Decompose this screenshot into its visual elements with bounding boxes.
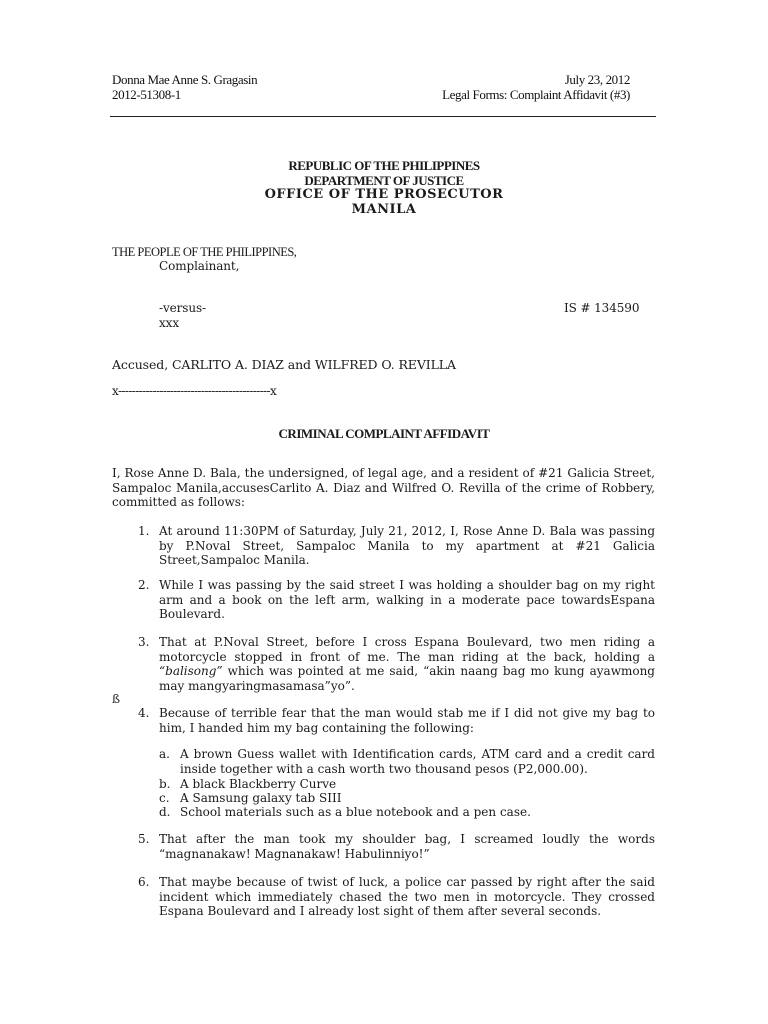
intro-line: committed as follows: [112,495,245,509]
stray-mark: ß [112,692,120,706]
sub-item-d: School materials such as a blue notebook and a pen case. [180,805,531,819]
sub-item-a [180,747,655,776]
intro-line: I, Rose Anne D. Bala, the undersigned, of legal age, and a resident of #21 Galicia Street, [112,466,655,480]
item-line: Espana Boulevard and I already lost sight of them after several seconds. [159,904,602,918]
item-number: 6. [138,875,150,889]
caption-republic: REPUBLIC OF THE PHILIPPINES [288,158,480,173]
item-6-paragraph [159,875,655,919]
student-id: 2012-51308-1 [112,87,181,102]
sub-line: A brown Guess wallet with Identification cards, ATM card and a credit card [180,747,655,761]
item-line: Because of terrible fear that the man would stab me if I did not give my bag to [159,706,655,720]
item-number: 4. [138,706,150,720]
sub-item-b: A black Blackberry Curve [180,777,337,791]
sub-letter: a. [159,747,170,761]
item-2-paragraph [159,578,655,622]
document-title: CRIMINAL COMPLAINT AFFIDAVIT [278,426,490,441]
caption-separator: x--------------------------------------------x [112,384,277,398]
header-rule [110,116,656,117]
complainant-label: Complainant, [159,259,240,273]
item-line [159,664,655,679]
header-date: July 23, 2012 [564,72,630,87]
intro-paragraph [112,466,655,510]
versus-label: -versus- [159,301,206,315]
item-number: 5. [138,832,150,846]
caption-department: DEPARTMENT OF JUSTICE [304,173,464,188]
item-5-paragraph [159,832,655,861]
balisong-term: “balisong” [159,664,223,678]
sub-letter: b. [159,777,171,791]
item-line: Street,Sampaloc Manila. [159,553,310,567]
item-line-rest: which was pointed at me said, “akin naang bag mo kung ayawmong [222,664,655,678]
item-1-paragraph [159,524,655,568]
item-line: Boulevard. [159,607,225,621]
caption-city: MANILA [351,202,417,217]
item-line: That after the man took my shoulder bag, I screamed loudly the words [159,832,655,846]
item-line: may mangyaringmasamasa”yo”. [159,678,355,693]
item-line: by P.Noval Street, Sampaloc Manila to my apartment at #21 Galicia [159,538,655,553]
item-line: “magnanakaw! Magnanakaw! Habulinniyo!” [159,846,430,861]
header-course: Legal Forms: Complaint Affidavit (#3) [442,87,630,102]
item-line: arm and a book on the left arm, walking in a moderate pace towardsEspana [159,592,655,607]
item-number: 2. [138,578,150,592]
caption-office: OFFICE OF THE PROSECUTOR [264,187,504,202]
complainant-name: THE PEOPLE OF THE PHILIPPINES, [112,245,297,259]
item-line: That maybe because of twist of luck, a police car passed by right after the said [159,875,655,889]
case-number: IS # 134590 [564,301,640,315]
item-line: While I was passing by the said street I was holding a shoulder bag on my right [159,578,655,592]
item-number: 1. [138,524,150,538]
item-line: That at P.Noval Street, before I cross Espana Boulevard, two men riding a [159,635,655,649]
item-4-paragraph [159,706,655,735]
sub-letter: d. [159,805,171,819]
author-name: Donna Mae Anne S. Gragasin [112,72,258,87]
sub-letter: c. [159,791,170,805]
item-line: him, I handed him my bag containing the following: [159,720,474,735]
item-3-paragraph [159,635,655,693]
sub-line: inside together with a cash worth two thousand pesos (P2,000.00). [180,761,588,776]
item-line: incident which immediately chased the two men in motorcycle. They crossed [159,889,655,904]
item-line: At around 11:30PM of Saturday, July 21, 2012, I, Rose Anne D. Bala was passing [159,524,655,538]
accused-line: Accused, CARLITO A. DIAZ and WILFRED O. REVILLA [112,357,456,372]
versus-xxx: xxx [159,316,180,330]
intro-line: Sampaloc Manila,accusesCarlito A. Diaz and Wilfred O. Revilla of the crime of Robbery, [112,480,655,495]
item-line: motorcycle stopped in front of me. The man riding at the back, holding a [159,649,655,664]
sub-item-c: A Samsung galaxy tab SIII [180,791,342,805]
item-number: 3. [138,635,150,649]
